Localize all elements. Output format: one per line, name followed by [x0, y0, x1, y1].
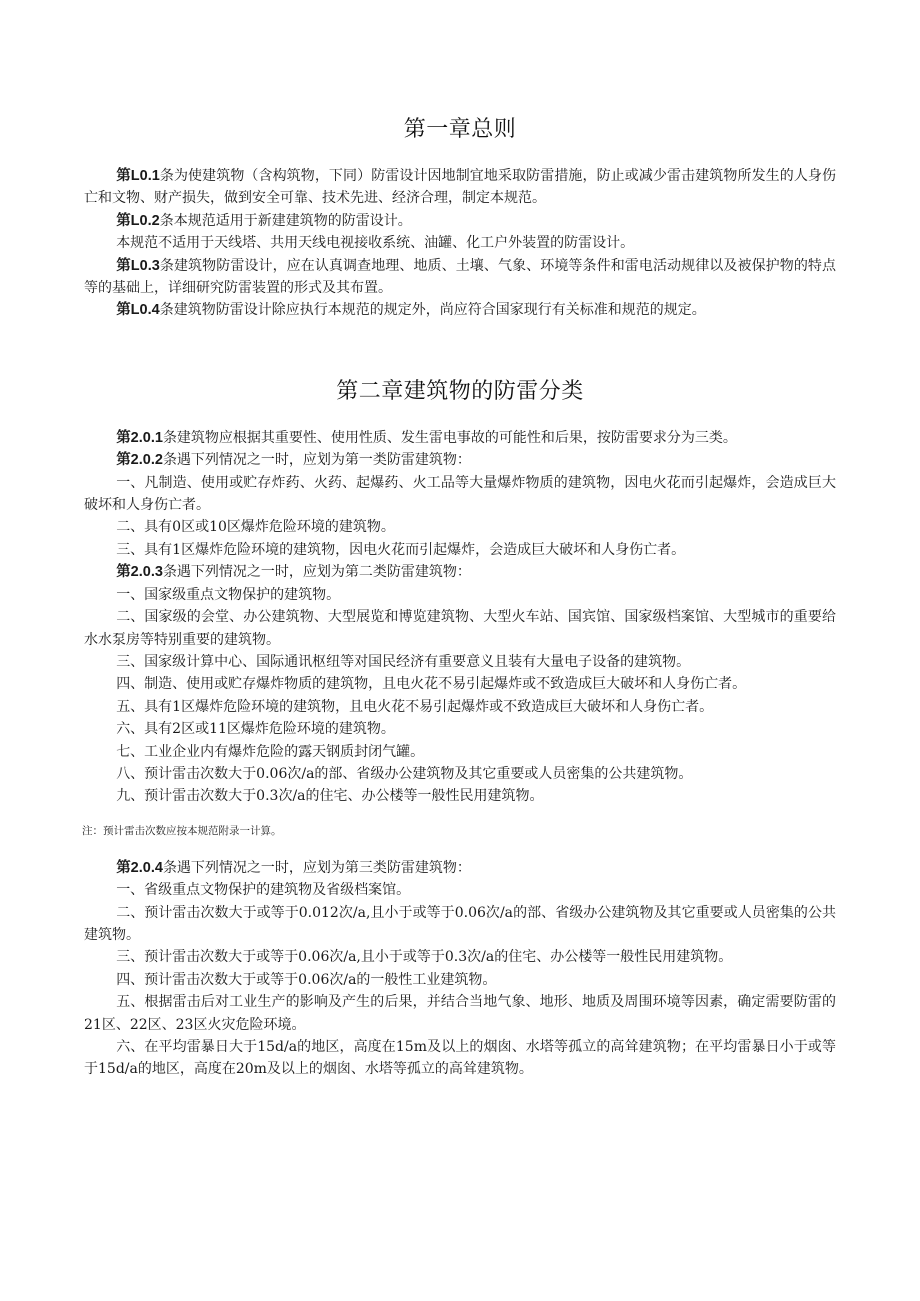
list-item: 五、根据雷击后对工业生产的影响及产生的后果，并结合当地气象、地形、地质及周围环境等因素，确定需要防雷的21区、22区、23区火灾危险环境。	[84, 994, 836, 1033]
list-item: 一、凡制造、使用或贮存炸药、火药、起爆药、火工品等大量爆炸物质的建筑物，因电火花而引起爆炸，会造成巨大破坏和人身伤亡者。	[84, 474, 836, 514]
list-item: 三、预计雷击次数大于或等于0.06次/a,且小于或等于0.3次/a的住宅、办公楼等一般性民用建筑物。	[116, 949, 733, 966]
list-item: 一、国家级重点文物保护的建筑物。	[116, 586, 341, 603]
clause-2-0-1	[84, 427, 836, 449]
clause-text: 条遇下列情况之一时，应划为第一类防雷建筑物：	[162, 452, 471, 469]
list-item: 二、国家级的会堂、办公建筑物、大型展览和博览建筑物、大型火车站、国宾馆、国家级档案馆、大型城市的重要给水水泵房等特别重要的建筑物。	[84, 609, 836, 648]
clause-1-0-1	[84, 165, 836, 210]
list-item: 六、在平均雷暴日大于15d/a的地区，高度在15m及以上的烟囱、水塔等孤立的高耸建筑物；在平均雷暴日小于或等于15d/a的地区，高度在20m及以上的烟囱、水塔等孤立的高耸建筑物。	[84, 1039, 836, 1078]
clause-number: 第2.0.4	[116, 859, 163, 876]
list-item: 九、预计雷击次数大于0.3次/a的住宅、办公楼等一般性民用建筑物。	[116, 788, 544, 805]
clause-number: 第L0.2	[116, 212, 160, 229]
clause-1-0-2	[84, 210, 836, 232]
clause-2-0-2	[84, 449, 836, 471]
clause-1-0-2-continued	[84, 232, 836, 254]
list-item: 二、具有0区或10区爆炸危险环境的建筑物。	[116, 519, 395, 536]
document-page	[84, 0, 836, 1081]
chapter-1-body	[84, 165, 836, 322]
clause-text: 本规范不适用于天线塔、共用天线电视接收系统、油罐、化工户外装置的防雷设计。	[116, 235, 635, 252]
list-item: 五、具有1区爆炸危险环境的建筑物，且电火花不易引起爆炸或不致造成巨大破坏和人身伤亡者。	[116, 698, 714, 715]
clause-text: 条建筑物应根据其重要性、使用性质、发生雷电事故的可能性和后果，按防雷要求分为三类。	[162, 429, 737, 446]
list-item: 四、制造、使用或贮存爆炸物质的建筑物，且电火花不易引起爆炸或不致造成巨大破坏和人身伤亡者。	[116, 676, 747, 693]
clause-text: 条建筑物防雷设计除应执行本规范的规定外，尚应符合国家现行有关标准和规范的规定。	[159, 302, 706, 319]
clause-text: 条遇下列情况之一时，应划为第二类防雷建筑物：	[162, 564, 471, 581]
footnote: 注：预计雷击次数应按本规范附录一计算。	[82, 824, 282, 837]
clause-2-0-4	[84, 857, 836, 879]
clause-1-0-3	[84, 255, 836, 300]
clause-number: 第2.0.3	[116, 564, 163, 581]
clause-text: 条建筑物防雷设计，应在认真调查地理、地质、土壤、气象、环境等条件和雷电活动规律以及被保护物的特点等的基础上，详细研究防雷装置的形式及其布置。	[84, 257, 837, 297]
clause-text: 条为使建筑物（含构筑物，下同）防雷设计因地制宜地采取防雷措施，防止或减少雷击建筑物所发生的人身伤亡和文物、财产损失，做到安全可靠、技术先进、经济合理，制定本规范。	[84, 168, 837, 207]
list-item: 三、国家级计算中心、国际通讯枢纽等对国民经济有重要意义且装有大量电子设备的建筑物。	[116, 653, 691, 670]
list-item: 四、预计雷击次数大于或等于0.06次/a的一般性工业建筑物。	[116, 971, 497, 988]
clause-number: 第L0.1	[116, 168, 160, 184]
clause-text: 条本规范适用于新建建筑物的防雷设计。	[159, 212, 412, 229]
list-item: 六、具有2区或11区爆炸危险环境的建筑物。	[116, 721, 395, 738]
clause-text: 条遇下列情况之一时，应划为第三类防雷建筑物：	[162, 859, 471, 876]
clause-number: 第L0.3	[116, 257, 160, 274]
list-item: 三、具有1区爆炸危险环境的建筑物，因电火花而引起爆炸，会造成巨大破坏和人身伤亡者。	[116, 541, 686, 558]
clause-number: 第L0.4	[116, 302, 160, 319]
clause-2-0-3	[84, 561, 836, 583]
chapter-2-body	[84, 427, 836, 1081]
chapter-1-title: 第一章总则	[403, 117, 517, 142]
list-item: 八、预计雷击次数大于0.06次/a的部、省级办公建筑物及其它重要或人员密集的公共建筑物。	[116, 765, 693, 782]
list-item: 二、预计雷击次数大于或等于0.012次/a,且小于或等于0.06次/a的部、省级办公建筑物及其它重要或人员密集的公共建筑物。	[84, 904, 836, 943]
clause-1-0-4	[84, 299, 836, 321]
list-item: 七、工业企业内有爆炸危险的露天钢质封闭气罐。	[116, 743, 425, 760]
list-item: 一、省级重点文物保护的建筑物及省级档案馆。	[116, 882, 411, 899]
chapter-2-title: 第二章建筑物的防雷分类	[336, 378, 584, 404]
clause-number: 第2.0.1	[116, 429, 163, 446]
clause-number: 第2.0.2	[116, 452, 163, 469]
